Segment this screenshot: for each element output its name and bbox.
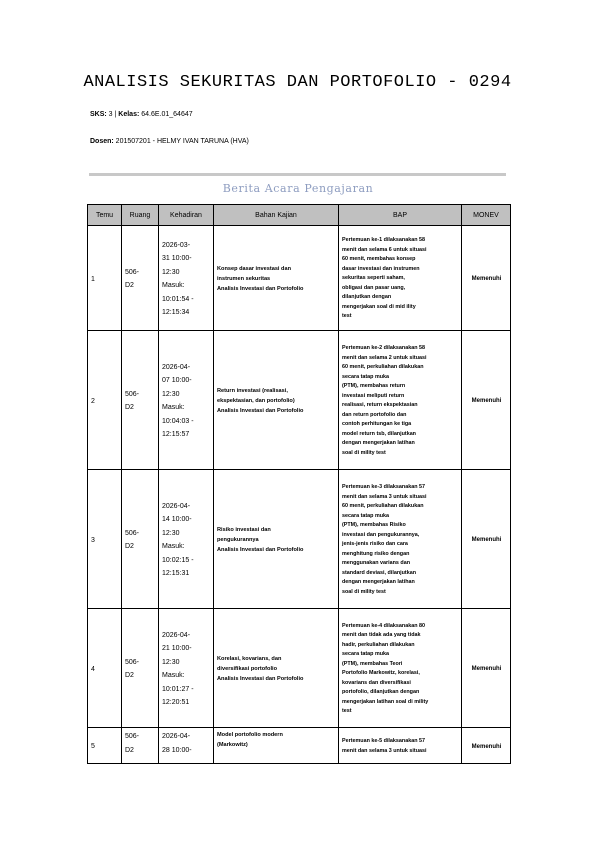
cell-ruang [122, 470, 159, 609]
bap-line: secara tatap muka [342, 512, 390, 519]
cell-bap [339, 609, 462, 728]
table-row [88, 470, 511, 609]
kehadiran-line: 12:15:31 [162, 570, 190, 577]
ruang-line: 506- [125, 390, 140, 398]
dosen-label: Dosen: [90, 138, 114, 145]
kehadiran-line: 12:20:51 [162, 699, 190, 706]
kajian-line: diversifikasi portofolio [217, 666, 277, 672]
header-ruang: Ruang [122, 205, 159, 226]
bap-line: (PTM), membahas return [342, 383, 406, 389]
kehadiran-line: 12:30 [162, 390, 180, 398]
kehadiran-line: 12:15:57 [162, 431, 190, 438]
bap-line: menggunakan varians dan [342, 560, 411, 566]
cell-kehadiran [159, 226, 214, 331]
document-title: ANALISIS SEKURITAS DAN PORTOFOLIO - 0294 [83, 73, 512, 92]
bap-line: dasar investasi dan instrumen [342, 265, 420, 272]
cell-temu: 1 [88, 226, 122, 331]
cell-kehadiran [159, 609, 214, 728]
kehadiran-line: 12:30 [162, 268, 180, 276]
table-title: Berita Acara Pengajaran [222, 182, 374, 195]
cell-bap [339, 331, 462, 470]
kehadiran-line: 2026-04- [162, 363, 191, 371]
cell-bap [339, 728, 462, 764]
kajian-line: Analisis Investasi dan Portofolio [217, 408, 304, 414]
bap-line: Pertemuan ke-5 dilaksanakan 57 [342, 738, 425, 744]
kehadiran-line: 2026-03- [162, 241, 191, 249]
bap-line: menit dan tidak ada yang tidak [342, 632, 421, 638]
bap-line: menit dan selama 2 untuk situasi [342, 354, 427, 361]
kehadiran-line: 21 10:00- [162, 645, 192, 652]
kehadiran-line: 31 10:00- [162, 255, 192, 262]
table-row [88, 226, 511, 331]
bap-line: obligasi dan pasar uang, [342, 284, 406, 291]
kajian-line: pengukurannya [217, 537, 259, 543]
kajian-line: Analisis Investasi dan Portofolio [217, 547, 304, 553]
table-header-row [88, 205, 511, 226]
ruang-line: D2 [125, 543, 134, 550]
kajian-line: Analisis Investasi dan Portofolio [217, 676, 304, 682]
cell-kehadiran [159, 728, 214, 764]
kehadiran-line: 12:15:34 [162, 309, 190, 316]
ruang-line: 506- [125, 529, 140, 537]
bap-line: (PTM), membahas Risiko [342, 522, 406, 528]
sks-label: SKS: [90, 111, 107, 118]
bap-line: soal di mility test [342, 449, 386, 456]
kajian-line: (Markowitz) [217, 742, 248, 748]
kehadiran-line: 2026-04- [162, 631, 191, 639]
bap-line: 60 menit, perkuliahan dilakukan [342, 364, 424, 370]
bap-line: dilanjutkan dengan [342, 294, 392, 301]
cell-temu: 3 [88, 470, 122, 609]
bap-line: soal di mility test [342, 588, 386, 595]
bap-line: test [342, 313, 352, 320]
table-row [88, 331, 511, 470]
bap-line: Pertemuan ke-4 dilaksanakan 80 [342, 622, 425, 629]
cell-temu: 5 [88, 728, 122, 764]
dosen-value: 201507201 - HELMY IVAN TARUNA (HVA) [113, 138, 249, 145]
lecturer-info-line [90, 138, 249, 145]
table-body [88, 226, 511, 764]
kajian-line: Model portofolio modern [217, 732, 283, 738]
kajian-line: ekspektasian, dan portofolio) [217, 398, 295, 404]
cell-ruang [122, 331, 159, 470]
kajian-line: Return investasi (realisasi, [217, 388, 288, 394]
bap-line: dengan mengerjakan latihan [342, 440, 415, 446]
cell-ruang [122, 226, 159, 331]
kehadiran-line: 14 10:00- [162, 516, 192, 523]
cell-temu: 4 [88, 609, 122, 728]
kehadiran-line: 2026-04- [162, 733, 191, 740]
header-monev: MONEV [462, 205, 511, 226]
ruang-line: 506- [125, 658, 140, 666]
table-row [88, 609, 511, 728]
kehadiran-line: Masuk: [162, 672, 185, 679]
kajian-line: Risiko investasi dan [217, 527, 271, 533]
kehadiran-line: 10:01:54 - [162, 295, 194, 303]
cell-kehadiran [159, 470, 214, 609]
bap-line: investasi meliputi return [342, 392, 405, 399]
bap-line: hadir, perkuliahan dilakukan [342, 641, 415, 648]
bap-line: portofolio, dilanjutkan dengan [342, 689, 420, 695]
kehadiran-line: Masuk: [162, 543, 185, 550]
bap-line: jenis-jenis risiko dan cara [342, 541, 408, 547]
bap-line: dengan mengerjakan latihan [342, 579, 415, 585]
kelas-value: 64.6E.01_64647 [139, 111, 193, 118]
bap-line: menit dan selama 3 untuk situasi [342, 493, 427, 500]
bap-line: kovarians dan diversifikasi [342, 679, 411, 686]
kehadiran-line: 07 10:00- [162, 377, 192, 384]
bap-line: realisasi, return ekspektasian [342, 402, 418, 408]
ruang-line: D2 [125, 746, 134, 754]
kehadiran-line: Masuk: [162, 404, 185, 411]
cell-bap [339, 226, 462, 331]
ruang-line: D2 [125, 282, 134, 289]
cell-temu: 2 [88, 331, 122, 470]
cell-monev: Memenuhi [462, 331, 511, 470]
cell-bahan-kajian [214, 331, 339, 470]
bap-line: Pertemuan ke-3 dilaksanakan 57 [342, 484, 425, 490]
kehadiran-line: 10:01:27 - [162, 685, 194, 693]
bap-line: investasi dan pengukurannya, [342, 531, 420, 538]
cell-bap [339, 470, 462, 609]
bap-line: secara tatap muka [342, 373, 390, 380]
ruang-line: 506- [125, 733, 140, 740]
cell-ruang [122, 728, 159, 764]
bap-line: dan return portofolio dan [342, 411, 407, 418]
bap-line: 60 menit, membahas konsep [342, 256, 416, 263]
bap-line: contoh perhitungan ke tiga [342, 421, 412, 427]
cell-kehadiran [159, 331, 214, 470]
horizontal-divider [89, 173, 506, 176]
teaching-record-table [87, 204, 511, 764]
kelas-label: Kelas: [118, 111, 140, 118]
cell-bahan-kajian [214, 609, 339, 728]
table-row [88, 728, 511, 764]
bap-line: test [342, 708, 352, 714]
bap-line: menit dan selama 3 untuk situasi [342, 747, 427, 754]
sks-value: 3 | [106, 111, 119, 118]
header-bahan-kajian: Bahan Kajian [214, 205, 339, 226]
bap-line: model return tsb, dilanjutkan [342, 430, 416, 437]
cell-monev: Memenuhi [462, 470, 511, 609]
kajian-line: Konsep dasar investasi dan [217, 266, 291, 272]
ruang-line: D2 [125, 404, 134, 411]
kehadiran-line: 12:30 [162, 658, 180, 666]
cell-bahan-kajian [214, 470, 339, 609]
header-bap: BAP [339, 205, 462, 226]
cell-monev: Memenuhi [462, 226, 511, 331]
course-info-line [90, 111, 193, 118]
bap-line: secara tatap muka [342, 651, 390, 657]
bap-line: 60 menit, perkuliahan dilakukan [342, 503, 424, 509]
ruang-line: 506- [125, 268, 140, 276]
cell-monev: Memenuhi [462, 728, 511, 764]
bap-line: Portofolio Markowitz, korelasi, [342, 670, 420, 676]
bap-line: menghitung risiko dengan [342, 550, 410, 557]
cell-bahan-kajian [214, 226, 339, 331]
ruang-line: D2 [125, 672, 134, 679]
bap-line: mengerjakan soal di mid ility [342, 303, 416, 310]
header-kehadiran: Kehadiran [159, 205, 214, 226]
bap-line: sekuritas seperti saham, [342, 275, 405, 282]
kehadiran-line: 10:02:15 - [162, 556, 194, 564]
bap-line: (PTM), membahas Teori [342, 660, 403, 667]
bap-line: mengerjakan latihan soal di mility [342, 698, 429, 705]
kehadiran-line: 10:04:03 - [162, 417, 194, 425]
kajian-line: Analisis Investasi dan Portofolio [217, 286, 304, 292]
bap-line: menit dan selama 6 untuk situasi [342, 246, 427, 253]
kehadiran-line: 28 10:00- [162, 746, 192, 754]
kehadiran-line: 2026-04- [162, 502, 191, 510]
bap-line: Pertemuan ke-2 dilaksanakan 58 [342, 345, 425, 351]
cell-bahan-kajian [214, 728, 339, 764]
cell-monev: Memenuhi [462, 609, 511, 728]
kajian-line: Korelasi, kovarians, dan [217, 656, 282, 662]
kehadiran-line: 12:30 [162, 529, 180, 537]
kehadiran-line: Masuk: [162, 282, 185, 289]
cell-ruang [122, 609, 159, 728]
header-temu: Temu [88, 205, 122, 226]
bap-line: standard deviasi, dilanjutkan [342, 569, 416, 576]
bap-line: Pertemuan ke-1 dilaksanakan 58 [342, 237, 425, 244]
kajian-line: instrumen sekuritas [217, 276, 271, 282]
